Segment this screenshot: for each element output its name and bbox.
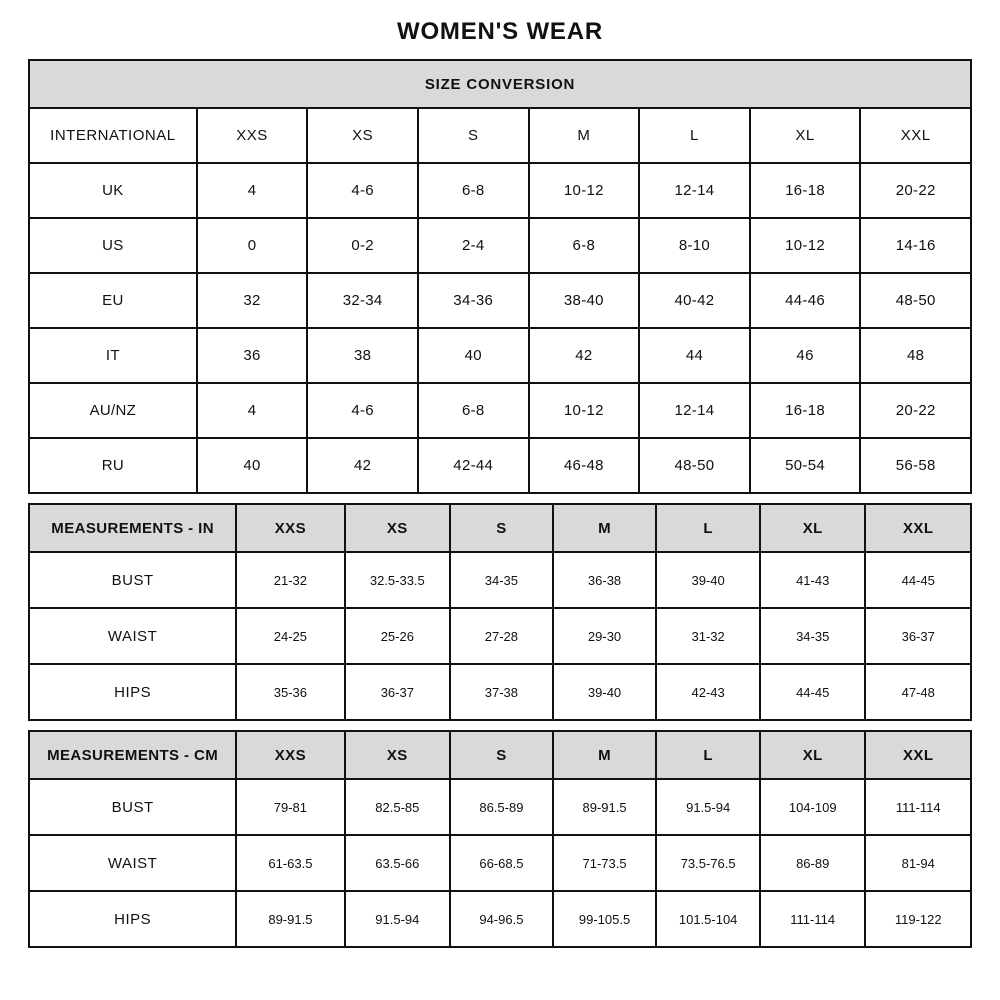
row-label-cell: HIPS	[29, 891, 236, 947]
column-header-cell: XXL	[865, 504, 971, 552]
column-header-cell: L	[656, 731, 760, 779]
value-cell: 101.5-104	[656, 891, 760, 947]
value-cell: 46	[750, 328, 861, 383]
column-header-cell: XL	[760, 504, 866, 552]
value-cell: 42	[307, 438, 418, 493]
value-cell: 4-6	[307, 163, 418, 218]
column-header-cell: XXL	[860, 108, 971, 163]
value-cell: 8-10	[639, 218, 750, 273]
value-cell: 66-68.5	[450, 835, 553, 891]
table-row	[29, 664, 971, 720]
column-header-row	[29, 504, 971, 552]
value-cell: 36-38	[553, 552, 657, 608]
value-cell: 91.5-94	[656, 779, 760, 835]
value-cell: 42-43	[656, 664, 760, 720]
column-header-row	[29, 731, 971, 779]
value-cell: 0-2	[307, 218, 418, 273]
value-cell: 4	[197, 383, 308, 438]
value-cell: 21-32	[236, 552, 344, 608]
row-label-cell: IT	[29, 328, 197, 383]
table-row	[29, 438, 971, 493]
value-cell: 86.5-89	[450, 779, 553, 835]
column-header-cell: XS	[345, 731, 451, 779]
table-row	[29, 328, 971, 383]
column-header-cell: XXS	[236, 731, 344, 779]
table-row	[29, 891, 971, 947]
value-cell: 38-40	[529, 273, 640, 328]
value-cell: 89-91.5	[553, 779, 657, 835]
value-cell: 99-105.5	[553, 891, 657, 947]
column-header-row	[29, 108, 971, 163]
value-cell: 35-36	[236, 664, 344, 720]
table-row	[29, 273, 971, 328]
size-conversion-table	[28, 59, 972, 494]
value-cell: 34-36	[418, 273, 529, 328]
value-cell: 12-14	[639, 163, 750, 218]
table-row	[29, 608, 971, 664]
column-header-cell: S	[418, 108, 529, 163]
row-label-cell: US	[29, 218, 197, 273]
value-cell: 79-81	[236, 779, 344, 835]
value-cell: 111-114	[760, 891, 866, 947]
value-cell: 25-26	[345, 608, 451, 664]
value-cell: 86-89	[760, 835, 866, 891]
value-cell: 89-91.5	[236, 891, 344, 947]
value-cell: 40	[197, 438, 308, 493]
value-cell: 71-73.5	[553, 835, 657, 891]
value-cell: 0	[197, 218, 308, 273]
value-cell: 16-18	[750, 383, 861, 438]
column-header-cell: XXS	[197, 108, 308, 163]
table-row	[29, 163, 971, 218]
value-cell: 32	[197, 273, 308, 328]
value-cell: 42	[529, 328, 640, 383]
value-cell: 104-109	[760, 779, 866, 835]
table-title-cell: MEASUREMENTS - CM	[29, 731, 236, 779]
value-cell: 63.5-66	[345, 835, 451, 891]
row-label-cell: HIPS	[29, 664, 236, 720]
table-title-row	[29, 60, 971, 108]
table-title-cell: MEASUREMENTS - IN	[29, 504, 236, 552]
value-cell: 37-38	[450, 664, 553, 720]
column-header-cell: XS	[345, 504, 451, 552]
value-cell: 12-14	[639, 383, 750, 438]
value-cell: 14-16	[860, 218, 971, 273]
value-cell: 40	[418, 328, 529, 383]
value-cell: 10-12	[529, 383, 640, 438]
row-label-cell: BUST	[29, 552, 236, 608]
value-cell: 24-25	[236, 608, 344, 664]
value-cell: 32.5-33.5	[345, 552, 451, 608]
value-cell: 36-37	[865, 608, 971, 664]
value-cell: 2-4	[418, 218, 529, 273]
value-cell: 39-40	[553, 664, 657, 720]
value-cell: 4-6	[307, 383, 418, 438]
value-cell: 29-30	[553, 608, 657, 664]
value-cell: 32-34	[307, 273, 418, 328]
value-cell: 61-63.5	[236, 835, 344, 891]
value-cell: 44-45	[760, 664, 866, 720]
value-cell: 20-22	[860, 383, 971, 438]
column-header-cell: S	[450, 504, 553, 552]
column-header-cell: XL	[750, 108, 861, 163]
row-label-cell: AU/NZ	[29, 383, 197, 438]
value-cell: 111-114	[865, 779, 971, 835]
value-cell: 6-8	[418, 163, 529, 218]
column-header-cell: INTERNATIONAL	[29, 108, 197, 163]
value-cell: 81-94	[865, 835, 971, 891]
value-cell: 4	[197, 163, 308, 218]
column-header-cell: L	[656, 504, 760, 552]
table-row	[29, 779, 971, 835]
column-header-cell: XXS	[236, 504, 344, 552]
value-cell: 36	[197, 328, 308, 383]
value-cell: 10-12	[750, 218, 861, 273]
row-label-cell: WAIST	[29, 608, 236, 664]
value-cell: 10-12	[529, 163, 640, 218]
measurements-in-table	[28, 503, 972, 721]
row-label-cell: WAIST	[29, 835, 236, 891]
value-cell: 91.5-94	[345, 891, 451, 947]
value-cell: 20-22	[860, 163, 971, 218]
measurements-cm-table	[28, 730, 972, 948]
column-header-cell: L	[639, 108, 750, 163]
value-cell: 48	[860, 328, 971, 383]
value-cell: 44-45	[865, 552, 971, 608]
value-cell: 50-54	[750, 438, 861, 493]
table-row	[29, 835, 971, 891]
table-row	[29, 383, 971, 438]
table-row	[29, 552, 971, 608]
column-header-cell: XXL	[865, 731, 971, 779]
value-cell: 94-96.5	[450, 891, 553, 947]
value-cell: 36-37	[345, 664, 451, 720]
column-header-cell: M	[529, 108, 640, 163]
value-cell: 6-8	[529, 218, 640, 273]
table-title-cell: SIZE CONVERSION	[29, 60, 971, 108]
value-cell: 119-122	[865, 891, 971, 947]
value-cell: 48-50	[860, 273, 971, 328]
value-cell: 41-43	[760, 552, 866, 608]
value-cell: 44	[639, 328, 750, 383]
value-cell: 40-42	[639, 273, 750, 328]
value-cell: 82.5-85	[345, 779, 451, 835]
value-cell: 27-28	[450, 608, 553, 664]
value-cell: 73.5-76.5	[656, 835, 760, 891]
value-cell: 34-35	[760, 608, 866, 664]
page-title: WOMEN'S WEAR	[397, 18, 603, 45]
value-cell: 39-40	[656, 552, 760, 608]
row-label-cell: BUST	[29, 779, 236, 835]
value-cell: 31-32	[656, 608, 760, 664]
value-cell: 34-35	[450, 552, 553, 608]
value-cell: 16-18	[750, 163, 861, 218]
value-cell: 38	[307, 328, 418, 383]
table-row	[29, 218, 971, 273]
column-header-cell: XL	[760, 731, 866, 779]
row-label-cell: EU	[29, 273, 197, 328]
column-header-cell: XS	[307, 108, 418, 163]
value-cell: 46-48	[529, 438, 640, 493]
value-cell: 47-48	[865, 664, 971, 720]
value-cell: 48-50	[639, 438, 750, 493]
value-cell: 42-44	[418, 438, 529, 493]
column-header-cell: M	[553, 504, 657, 552]
value-cell: 56-58	[860, 438, 971, 493]
column-header-cell: S	[450, 731, 553, 779]
value-cell: 6-8	[418, 383, 529, 438]
value-cell: 44-46	[750, 273, 861, 328]
row-label-cell: UK	[29, 163, 197, 218]
column-header-cell: M	[553, 731, 657, 779]
row-label-cell: RU	[29, 438, 197, 493]
